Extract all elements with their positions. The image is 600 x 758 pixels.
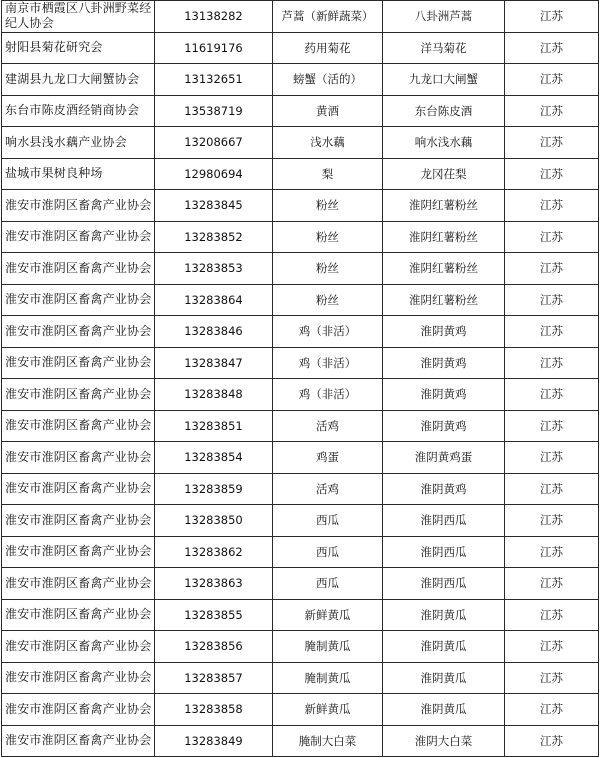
brand-name-cell: 淮阴黄鸡: [383, 379, 505, 411]
product-cell: 新鲜黄瓜: [273, 694, 383, 726]
province-cell: 江苏: [505, 442, 599, 474]
table-row: [2, 694, 599, 726]
registration-number-cell: 13283863: [155, 568, 273, 600]
product-cell: 粉丝: [273, 284, 383, 316]
brand-name-cell: 淮阴西瓜: [383, 568, 505, 600]
table-row: [2, 316, 599, 348]
organization-cell: 响水县浅水藕产业协会: [2, 127, 155, 159]
product-cell: 粉丝: [273, 253, 383, 285]
province-cell: 江苏: [505, 32, 599, 64]
province-cell: 江苏: [505, 158, 599, 190]
province-cell: 江苏: [505, 95, 599, 127]
brand-name-cell: 东台陈皮酒: [383, 95, 505, 127]
table-row: [2, 284, 599, 316]
product-cell: 新鲜黄瓜: [273, 599, 383, 631]
brand-name-cell: 淮阴西瓜: [383, 536, 505, 568]
province-cell: 江苏: [505, 473, 599, 505]
organization-cell: 淮安市淮阴区畜禽产业协会: [2, 221, 155, 253]
province-cell: 江苏: [505, 64, 599, 96]
registration-number-cell: 13283845: [155, 190, 273, 222]
province-cell: 江苏: [505, 347, 599, 379]
organization-cell: 南京市栖霞区八卦洲野菜经纪人协会: [2, 1, 155, 33]
organization-cell: 淮安市淮阴区畜禽产业协会: [2, 536, 155, 568]
organization-cell: 东台市陈皮酒经销商协会: [2, 95, 155, 127]
organization-cell: 淮安市淮阴区畜禽产业协会: [2, 190, 155, 222]
organization-cell: 淮安市淮阴区畜禽产业协会: [2, 631, 155, 663]
province-cell: 江苏: [505, 505, 599, 537]
brand-name-cell: 淮阴大白菜: [383, 725, 505, 757]
table-row: [2, 64, 599, 96]
registration-number-cell: 13283858: [155, 694, 273, 726]
organization-cell: 淮安市淮阴区畜禽产业协会: [2, 253, 155, 285]
brand-name-cell: 淮阴红薯粉丝: [383, 284, 505, 316]
product-cell: 西瓜: [273, 568, 383, 600]
table-row: [2, 505, 599, 537]
registration-number-cell: 13283846: [155, 316, 273, 348]
product-cell: 粉丝: [273, 190, 383, 222]
registration-number-cell: 13283864: [155, 284, 273, 316]
table-row: [2, 95, 599, 127]
table-row: [2, 599, 599, 631]
registration-number-cell: 13208667: [155, 127, 273, 159]
organization-cell: 淮安市淮阴区畜禽产业协会: [2, 410, 155, 442]
organization-cell: 射阳县菊花研究会: [2, 32, 155, 64]
product-cell: 西瓜: [273, 536, 383, 568]
table-row: [2, 1, 599, 33]
province-cell: 江苏: [505, 662, 599, 694]
organization-cell: 淮安市淮阴区畜禽产业协会: [2, 599, 155, 631]
table-row: [2, 536, 599, 568]
brand-name-cell: 九龙口大闸蟹: [383, 64, 505, 96]
registration-number-cell: 13283855: [155, 599, 273, 631]
product-cell: 鸡（非活）: [273, 347, 383, 379]
product-cell: 药用菊花: [273, 32, 383, 64]
registration-number-cell: 12980694: [155, 158, 273, 190]
product-cell: 鸡蛋: [273, 442, 383, 474]
product-cell: 黄酒: [273, 95, 383, 127]
product-cell: 西瓜: [273, 505, 383, 537]
product-cell: 活鸡: [273, 410, 383, 442]
organization-cell: 淮安市淮阴区畜禽产业协会: [2, 347, 155, 379]
registration-number-cell: 13283850: [155, 505, 273, 537]
table-row: [2, 631, 599, 663]
brand-name-cell: 龙冈茌梨: [383, 158, 505, 190]
product-cell: 浅水藕: [273, 127, 383, 159]
table-row: [2, 725, 599, 757]
brand-name-cell: 淮阴西瓜: [383, 505, 505, 537]
province-cell: 江苏: [505, 568, 599, 600]
registration-number-cell: 13283851: [155, 410, 273, 442]
province-cell: 江苏: [505, 316, 599, 348]
registration-number-cell: 13283859: [155, 473, 273, 505]
table-row: [2, 221, 599, 253]
brand-name-cell: 淮阴黄鸡: [383, 316, 505, 348]
brand-name-cell: 淮阴黄鸡: [383, 473, 505, 505]
province-cell: 江苏: [505, 190, 599, 222]
brand-name-cell: 淮阴红薯粉丝: [383, 190, 505, 222]
organization-cell: 淮安市淮阴区畜禽产业协会: [2, 662, 155, 694]
organization-cell: 淮安市淮阴区畜禽产业协会: [2, 725, 155, 757]
brand-name-cell: 淮阴红薯粉丝: [383, 221, 505, 253]
brand-name-cell: 淮阴黄瓜: [383, 599, 505, 631]
organization-cell: 建湖县九龙口大闸蟹协会: [2, 64, 155, 96]
product-cell: 活鸡: [273, 473, 383, 505]
product-cell: 腌制大白菜: [273, 725, 383, 757]
table-row: [2, 253, 599, 285]
table-row: [2, 347, 599, 379]
organization-cell: 淮安市淮阴区畜禽产业协会: [2, 568, 155, 600]
table-row: [2, 127, 599, 159]
province-cell: 江苏: [505, 631, 599, 663]
registration-table: [1, 0, 599, 757]
registration-number-cell: 13538719: [155, 95, 273, 127]
brand-name-cell: 八卦洲芦蒿: [383, 1, 505, 33]
organization-cell: 淮安市淮阴区畜禽产业协会: [2, 379, 155, 411]
table-row: [2, 473, 599, 505]
table-row: [2, 190, 599, 222]
product-cell: 腌制黄瓜: [273, 631, 383, 663]
province-cell: 江苏: [505, 410, 599, 442]
province-cell: 江苏: [505, 725, 599, 757]
registration-number-cell: 13283857: [155, 662, 273, 694]
table-body: [2, 1, 599, 757]
table-row: [2, 379, 599, 411]
brand-name-cell: 淮阴黄鸡: [383, 347, 505, 379]
brand-name-cell: 淮阴黄鸡: [383, 410, 505, 442]
registration-number-cell: 13283848: [155, 379, 273, 411]
registration-number-cell: 11619176: [155, 32, 273, 64]
registration-number-cell: 13283856: [155, 631, 273, 663]
product-cell: 腌制黄瓜: [273, 662, 383, 694]
product-cell: 芦蒿（新鲜蔬菜）: [273, 1, 383, 33]
registration-number-cell: 13138282: [155, 1, 273, 33]
organization-cell: 盐城市果树良种场: [2, 158, 155, 190]
province-cell: 江苏: [505, 1, 599, 33]
province-cell: 江苏: [505, 599, 599, 631]
product-cell: 螃蟹（活的）: [273, 64, 383, 96]
province-cell: 江苏: [505, 221, 599, 253]
table-row: [2, 442, 599, 474]
organization-cell: 淮安市淮阴区畜禽产业协会: [2, 694, 155, 726]
brand-name-cell: 洋马菊花: [383, 32, 505, 64]
product-cell: 梨: [273, 158, 383, 190]
brand-name-cell: 淮阴黄瓜: [383, 662, 505, 694]
brand-name-cell: 淮阴黄瓜: [383, 631, 505, 663]
organization-cell: 淮安市淮阴区畜禽产业协会: [2, 316, 155, 348]
registration-number-cell: 13132651: [155, 64, 273, 96]
organization-cell: 淮安市淮阴区畜禽产业协会: [2, 505, 155, 537]
table-row: [2, 662, 599, 694]
brand-name-cell: 响水浅水藕: [383, 127, 505, 159]
province-cell: 江苏: [505, 253, 599, 285]
product-cell: 粉丝: [273, 221, 383, 253]
province-cell: 江苏: [505, 127, 599, 159]
province-cell: 江苏: [505, 284, 599, 316]
brand-name-cell: 淮阴红薯粉丝: [383, 253, 505, 285]
table-row: [2, 568, 599, 600]
product-cell: 鸡（非活）: [273, 316, 383, 348]
province-cell: 江苏: [505, 536, 599, 568]
province-cell: 江苏: [505, 379, 599, 411]
registration-number-cell: 13283852: [155, 221, 273, 253]
organization-cell: 淮安市淮阴区畜禽产业协会: [2, 442, 155, 474]
registration-number-cell: 13283849: [155, 725, 273, 757]
registration-number-cell: 13283847: [155, 347, 273, 379]
product-cell: 鸡（非活）: [273, 379, 383, 411]
brand-name-cell: 淮阴黄鸡蛋: [383, 442, 505, 474]
organization-cell: 淮安市淮阴区畜禽产业协会: [2, 284, 155, 316]
registration-number-cell: 13283853: [155, 253, 273, 285]
province-cell: 江苏: [505, 694, 599, 726]
table-row: [2, 410, 599, 442]
brand-name-cell: 淮阴黄瓜: [383, 694, 505, 726]
organization-cell: 淮安市淮阴区畜禽产业协会: [2, 473, 155, 505]
table-row: [2, 32, 599, 64]
registration-number-cell: 13283862: [155, 536, 273, 568]
table-row: [2, 158, 599, 190]
registration-number-cell: 13283854: [155, 442, 273, 474]
